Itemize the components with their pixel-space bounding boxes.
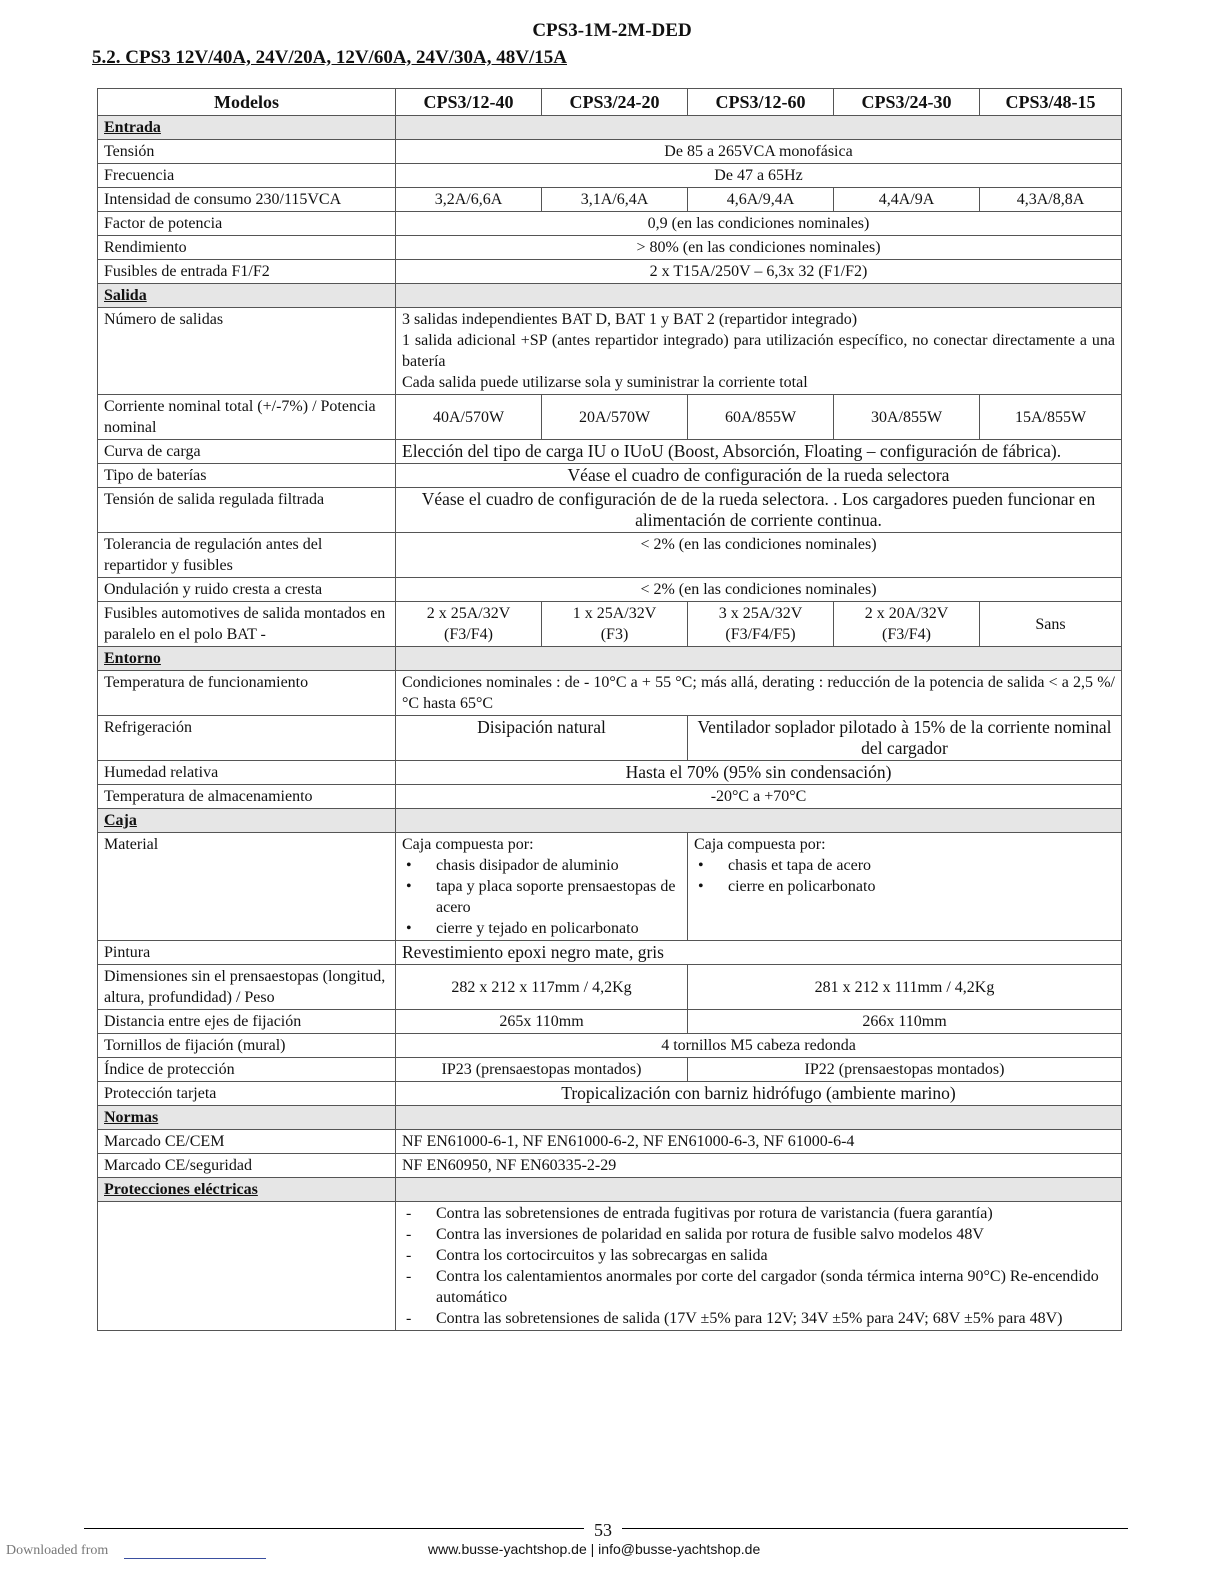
table-row xyxy=(98,440,1122,464)
row-value: NF EN60950, NF EN60335-2-29 xyxy=(396,1154,1122,1178)
row-value: 3,2A/6,6A xyxy=(396,188,542,212)
row-value: 40A/570W xyxy=(396,395,542,440)
section-label: Normas xyxy=(98,1106,396,1130)
table-row xyxy=(98,164,1122,188)
section-row-entrada xyxy=(98,116,1122,140)
material-list xyxy=(694,855,1115,897)
list-item: - Contra los cortocircuitos y las sobrecargas en salida xyxy=(436,1245,1115,1266)
row-label: Fusibles de entrada F1/F2 xyxy=(98,260,396,284)
row-value: NF EN61000-6-1, NF EN61000-6-2, NF EN61000-6-3, NF 61000-6-4 xyxy=(396,1130,1122,1154)
row-label: Distancia entre ejes de fijación xyxy=(98,1010,396,1034)
section-label: Caja xyxy=(98,809,396,833)
row-label: Temperatura de funcionamiento xyxy=(98,671,396,716)
header-cell: Modelos xyxy=(98,89,396,116)
table-row xyxy=(98,833,1122,941)
row-value: < 2% (en las condiciones nominales) xyxy=(396,578,1122,602)
row-label: Curva de carga xyxy=(98,440,396,464)
table-row xyxy=(98,941,1122,965)
row-label: Marcado CE/CEM xyxy=(98,1130,396,1154)
section-row-normas xyxy=(98,1106,1122,1130)
row-label: Ondulación y ruido cresta a cresta xyxy=(98,578,396,602)
table-row xyxy=(98,1010,1122,1034)
row-value: > 80% (en las condiciones nominales) xyxy=(396,236,1122,260)
row-value: 15A/855W xyxy=(980,395,1122,440)
list-item: • cierre en policarbonato xyxy=(728,876,1115,897)
section-row-caja xyxy=(98,809,1122,833)
row-label: Humedad relativa xyxy=(98,761,396,785)
row-label: Tipo de baterías xyxy=(98,464,396,488)
row-label: Tensión de salida regulada filtrada xyxy=(98,488,396,533)
list-item: - Contra las sobretensiones de entrada fugitivas por rotura de varistancia (fuera garantía) xyxy=(436,1203,1115,1224)
table-row xyxy=(98,1082,1122,1106)
row-label: Fusibles automotives de salida montados en paralelo en el polo BAT - xyxy=(98,602,396,647)
row-value: Elección del tipo de carga IU o IUoU (Boost, Absorción, Floating – configuración de fábrica). xyxy=(396,440,1122,464)
row-value: 2 x 20A/32V (F3/F4) xyxy=(834,602,980,647)
row-value xyxy=(396,1202,1122,1331)
row-label: Rendimiento xyxy=(98,236,396,260)
spec-table xyxy=(97,88,1122,1331)
row-value: 266x 110mm xyxy=(688,1010,1122,1034)
row-value: 282 x 212 x 117mm / 4,2Kg xyxy=(396,965,688,1010)
row-label: Factor de potencia xyxy=(98,212,396,236)
table-row xyxy=(98,578,1122,602)
list-item: - Contra los calentamientos anormales por corte del cargador (sonda térmica interna 90°C) Re-encendido automático xyxy=(436,1266,1115,1308)
row-label: Tornillos de fijación (mural) xyxy=(98,1034,396,1058)
header-cell: CPS3/24-30 xyxy=(834,89,980,116)
table-row xyxy=(98,140,1122,164)
list-item: • chasis et tapa de acero xyxy=(728,855,1115,876)
table-row xyxy=(98,308,1122,395)
table-row xyxy=(98,965,1122,1010)
row-value: 30A/855W xyxy=(834,395,980,440)
list-item: • chasis disipador de aluminio xyxy=(436,855,681,876)
row-value: De 47 a 65Hz xyxy=(396,164,1122,188)
section-row-entorno xyxy=(98,647,1122,671)
row-value: < 2% (en las condiciones nominales) xyxy=(396,533,1122,578)
row-value: Véase el cuadro de configuración de la rueda selectora xyxy=(396,464,1122,488)
row-value: 3,1A/6,4A xyxy=(542,188,688,212)
list-item: • cierre y tejado en policarbonato xyxy=(436,918,681,939)
row-value: Sans xyxy=(980,602,1122,647)
row-value: 4,6A/9,4A xyxy=(688,188,834,212)
section-title: 5.2. CPS3 12V/40A, 24V/20A, 12V/60A, 24V/30A, 48V/15A xyxy=(92,47,567,68)
row-value: Ventilador soplador pilotado à 15% de la corriente nominal del cargador xyxy=(688,716,1122,761)
row-value: -20°C a +70°C xyxy=(396,785,1122,809)
section-row-salida xyxy=(98,284,1122,308)
row-label: Dimensiones sin el prensaestopas (longitud, altura, profundidad) / Peso xyxy=(98,965,396,1010)
row-label: Temperatura de almacenamiento xyxy=(98,785,396,809)
table-row xyxy=(98,1058,1122,1082)
list-item: • tapa y placa soporte prensaestopas de acero xyxy=(436,876,681,918)
list-item: - Contra las inversiones de polaridad en salida por rotura de fusible salvo modelos 48V xyxy=(436,1224,1115,1245)
table-row xyxy=(98,395,1122,440)
row-value: Caja compuesta por: • chasis et tapa de acero • cierre en policarbonato xyxy=(688,833,1122,941)
row-value: 4 tornillos M5 cabeza redonda xyxy=(396,1034,1122,1058)
row-value: Condiciones nominales : de - 10°C a + 55 °C; más allá, derating : reducción de la potencia de salida < a 2,5 %/°C hasta 65°C xyxy=(396,671,1122,716)
salidas-line: 1 salida adicional +SP (antes repartidor integrado) para utilización específico, no conectar directamente a una batería xyxy=(402,332,1115,370)
table-row xyxy=(98,188,1122,212)
row-value: 281 x 212 x 111mm / 4,2Kg xyxy=(688,965,1122,1010)
row-value: 20A/570W xyxy=(542,395,688,440)
table-row xyxy=(98,602,1122,647)
footer-rule xyxy=(622,1528,1128,1529)
header-cell: CPS3/12-40 xyxy=(396,89,542,116)
row-value: 4,4A/9A xyxy=(834,188,980,212)
downloaded-link[interactable] xyxy=(124,1558,266,1559)
row-value: 2 x T15A/250V – 6,3x 32 (F1/F2) xyxy=(396,260,1122,284)
row-value: 0,9 (en las condiciones nominales) xyxy=(396,212,1122,236)
page-number: 53 xyxy=(594,1520,612,1540)
table-row xyxy=(98,212,1122,236)
row-value xyxy=(396,308,1122,395)
row-label: Refrigeración xyxy=(98,716,396,761)
row-label: Tolerancia de regulación antes del repartidor y fusibles xyxy=(98,533,396,578)
table-row xyxy=(98,671,1122,716)
section-label: Salida xyxy=(98,284,396,308)
list-item: - Contra las sobretensiones de salida (17V ±5% para 12V; 34V ±5% para 24V; 68V ±5% para 48V) xyxy=(436,1308,1115,1329)
row-value: Disipación natural xyxy=(396,716,688,761)
protecciones-list xyxy=(402,1203,1115,1329)
row-label: Tensión xyxy=(98,140,396,164)
section-label: Protecciones eléctricas xyxy=(98,1178,396,1202)
table-row xyxy=(98,236,1122,260)
header-cell: CPS3/24-20 xyxy=(542,89,688,116)
table-row xyxy=(98,488,1122,533)
row-label: Frecuencia xyxy=(98,164,396,188)
row-value: IP23 (prensaestopas montados) xyxy=(396,1058,688,1082)
section-row-protecciones xyxy=(98,1178,1122,1202)
table-row xyxy=(98,1154,1122,1178)
table-row xyxy=(98,533,1122,578)
row-label: Corriente nominal total (+/-7%) / Potencia nominal xyxy=(98,395,396,440)
table-row xyxy=(98,761,1122,785)
row-value: Caja compuesta por: • chasis disipador de aluminio • tapa y placa soporte prensaestopas de acero • cierre y tejado en policarbonato xyxy=(396,833,688,941)
section-label: Entrada xyxy=(98,116,396,140)
row-label: Protección tarjeta xyxy=(98,1082,396,1106)
row-value: 4,3A/8,8A xyxy=(980,188,1122,212)
row-value: De 85 a 265VCA monofásica xyxy=(396,140,1122,164)
footer-rule xyxy=(84,1528,584,1529)
row-value: 265x 110mm xyxy=(396,1010,688,1034)
salidas-line: 3 salidas independientes BAT D, BAT 1 y BAT 2 (repartidor integrado) xyxy=(402,311,858,328)
table-row xyxy=(98,1202,1122,1331)
row-label: Número de salidas xyxy=(98,308,396,395)
row-label: Material xyxy=(98,833,396,941)
downloaded-from: Downloaded from xyxy=(6,1543,109,1558)
table-row xyxy=(98,260,1122,284)
row-value: Revestimiento epoxi negro mate, gris xyxy=(396,941,1122,965)
row-label: Marcado CE/seguridad xyxy=(98,1154,396,1178)
row-value: 1 x 25A/32V (F3) xyxy=(542,602,688,647)
row-value: 60A/855W xyxy=(688,395,834,440)
row-label: Pintura xyxy=(98,941,396,965)
table-row xyxy=(98,716,1122,761)
salidas-line: Cada salida puede utilizarse sola y suministrar la corriente total xyxy=(402,374,808,391)
table-row xyxy=(98,785,1122,809)
material-list xyxy=(402,855,681,939)
row-value: Véase el cuadro de configuración de de la rueda selectora. . Los cargadores pueden funcionar en alimentación de corriente continua. xyxy=(396,488,1122,533)
row-value: 3 x 25A/32V (F3/F4/F5) xyxy=(688,602,834,647)
row-value: Hasta el 70% (95% sin condensación) xyxy=(396,761,1122,785)
document-header: CPS3-1M-2M-DED xyxy=(532,20,692,41)
row-value: 2 x 25A/32V (F3/F4) xyxy=(396,602,542,647)
row-value: IP22 (prensaestopas montados) xyxy=(688,1058,1122,1082)
footer-site-link[interactable]: www.busse-yachtshop.de | info@busse-yachtshop.de xyxy=(428,1541,761,1557)
table-header-row xyxy=(98,89,1122,116)
row-value: Tropicalización con barniz hidrófugo (ambiente marino) xyxy=(396,1082,1122,1106)
row-label: Intensidad de consumo 230/115VCA xyxy=(98,188,396,212)
table-row xyxy=(98,1034,1122,1058)
header-cell: CPS3/48-15 xyxy=(980,89,1122,116)
row-label: Índice de protección xyxy=(98,1058,396,1082)
table-row xyxy=(98,464,1122,488)
header-cell: CPS3/12-60 xyxy=(688,89,834,116)
table-row xyxy=(98,1130,1122,1154)
section-label: Entorno xyxy=(98,647,396,671)
